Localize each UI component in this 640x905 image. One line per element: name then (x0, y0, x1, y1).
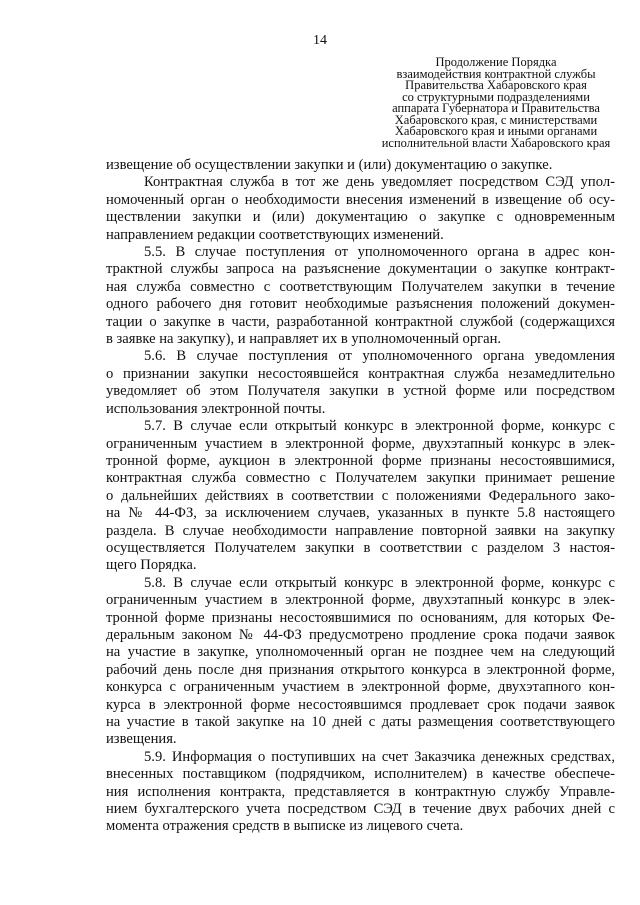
paragraph (106, 418, 615, 575)
text-line: 5.7. В случае если открытый конкурс в электронной форме, конкурс с (144, 418, 615, 435)
text-line: в заявке на закупку), и направляет их в уполномоченный орган. (106, 331, 502, 348)
text-line: извещение об осуществлении закупки и (или) документацию о закупке. (106, 157, 553, 173)
text-line: номоченный орган о необходимости внесения изменений в извещение об осу- (106, 191, 615, 208)
text-line: уведомляет об этом Получателя закупки в устной форме или посредством (106, 383, 615, 400)
text-line: тации о закупке в части, разработанной контрактной службой (содержащихся (106, 313, 615, 330)
document-body (106, 157, 615, 836)
text-line: направлением редакции соответствующих изменений. (106, 226, 444, 243)
text-line: о признании закупки несостоявшейся контрактная служба незамедлительно (106, 365, 615, 382)
text-line: деральным законом № 44-ФЗ предусмотрено продление срока подачи заявок (106, 626, 615, 643)
text-line: 5.9. Информация о поступивших на счет Заказчика денежных средствах, (144, 748, 615, 765)
text-line: трактной службы запроса на разъяснение документации о закупке контракт- (106, 261, 615, 278)
header-line: исполнительной власти Хабаровского края (381, 135, 611, 150)
text-line: использования электронной почты. (106, 400, 326, 417)
text-line: извещения. (106, 731, 177, 748)
header-line: взаимодействия контрактной службы (396, 66, 596, 81)
text-line: осуществляется Получателем закупки в соответствии с разделом 3 настоя- (106, 539, 615, 556)
header-line: аппарата Губернатора и Правительства (392, 101, 600, 115)
text-line: конкурса с ограниченным участием в электронной форме, двухэтапного кон- (106, 679, 615, 696)
text-line: нием бухгалтерского учета посредством СЭД в течение двух рабочих дней с (106, 801, 615, 818)
document-header (378, 57, 614, 149)
text-line: тронной форме, аукцион в электронной форме признаны несостоявшимися, (106, 452, 615, 469)
text-line: ограниченным участием в электронной форме, двухэтапный конкурс в элек- (106, 592, 615, 609)
text-line: рабочий день после дня признания открытого конкурса в электронной форме, (106, 661, 615, 678)
text-line: ществлении закупки и (или) документацию о закупке с одновременным (106, 209, 615, 226)
header-line: Продолжение Порядка (435, 55, 557, 69)
text-line: на участие в закупке, уполномоченный орган не позднее чем на следующий (106, 644, 615, 661)
text-line: контрактная служба совместно с Получателем закупки принимает решение (106, 470, 615, 487)
text-line: о дальнейших действиях в соответствии с положениями Федерального зако- (106, 487, 615, 504)
paragraph (106, 157, 615, 174)
paragraph (106, 749, 615, 836)
header-line: Хабаровского края и иными органами (394, 124, 598, 138)
text-line: курса в электронной форме несостоявшимся продлевает срок подачи заявок (106, 696, 615, 713)
text-line: ная служба совместно с соответствующим Получателем закупки в течение (106, 278, 615, 295)
header-line: Хабаровского края, с министерствами (394, 112, 598, 127)
text-line: на № 44-ФЗ, за исключением случаев, указанных в пункте 5.8 настоящего (106, 505, 615, 522)
text-line: ния исполнения контракта, представляется в контрактную службу Управле- (106, 783, 615, 800)
paragraph (106, 174, 615, 244)
paragraph (106, 575, 615, 749)
text-line: момента отражения средств в выписке из лицевого счета. (106, 818, 464, 835)
text-line: щего Порядка. (106, 557, 197, 574)
header-line: со структурными подразделениями (402, 89, 590, 104)
text-line: 5.8. В случае если открытый конкурс в электронной форме, конкурс с (144, 574, 615, 591)
text-line: ограниченным участием в электронной форме, двухэтапный конкурс в элек- (106, 435, 615, 452)
text-line: одного рабочего дня готовит необходимые разъяснения положений докумен- (106, 296, 615, 313)
text-line: раздела. В случае необходимости направление повторной заявки на закупку (106, 522, 615, 539)
text-line: внесенных поставщиком (подрядчиком, исполнителем) в качестве обеспече- (106, 766, 615, 783)
paragraph (106, 244, 615, 348)
paragraph (106, 348, 615, 418)
text-line: на участие в такой закупке на 10 дней с даты размещения соответствующего (106, 714, 615, 730)
text-line: 5.5. В случае поступления от уполномоченного органа в адрес кон- (144, 244, 615, 261)
text-line: Контрактная служба в тот же день уведомляет посредством СЭД упол- (144, 174, 615, 191)
text-line: 5.6. В случае поступления от уполномоченного органа уведомления (144, 348, 615, 365)
text-line: тронной форме признаны несостоявшимися по основаниям, для которых Фе- (106, 609, 615, 626)
header-line: Правительства Хабаровского края (405, 78, 587, 92)
page-number: 14 (313, 33, 327, 48)
